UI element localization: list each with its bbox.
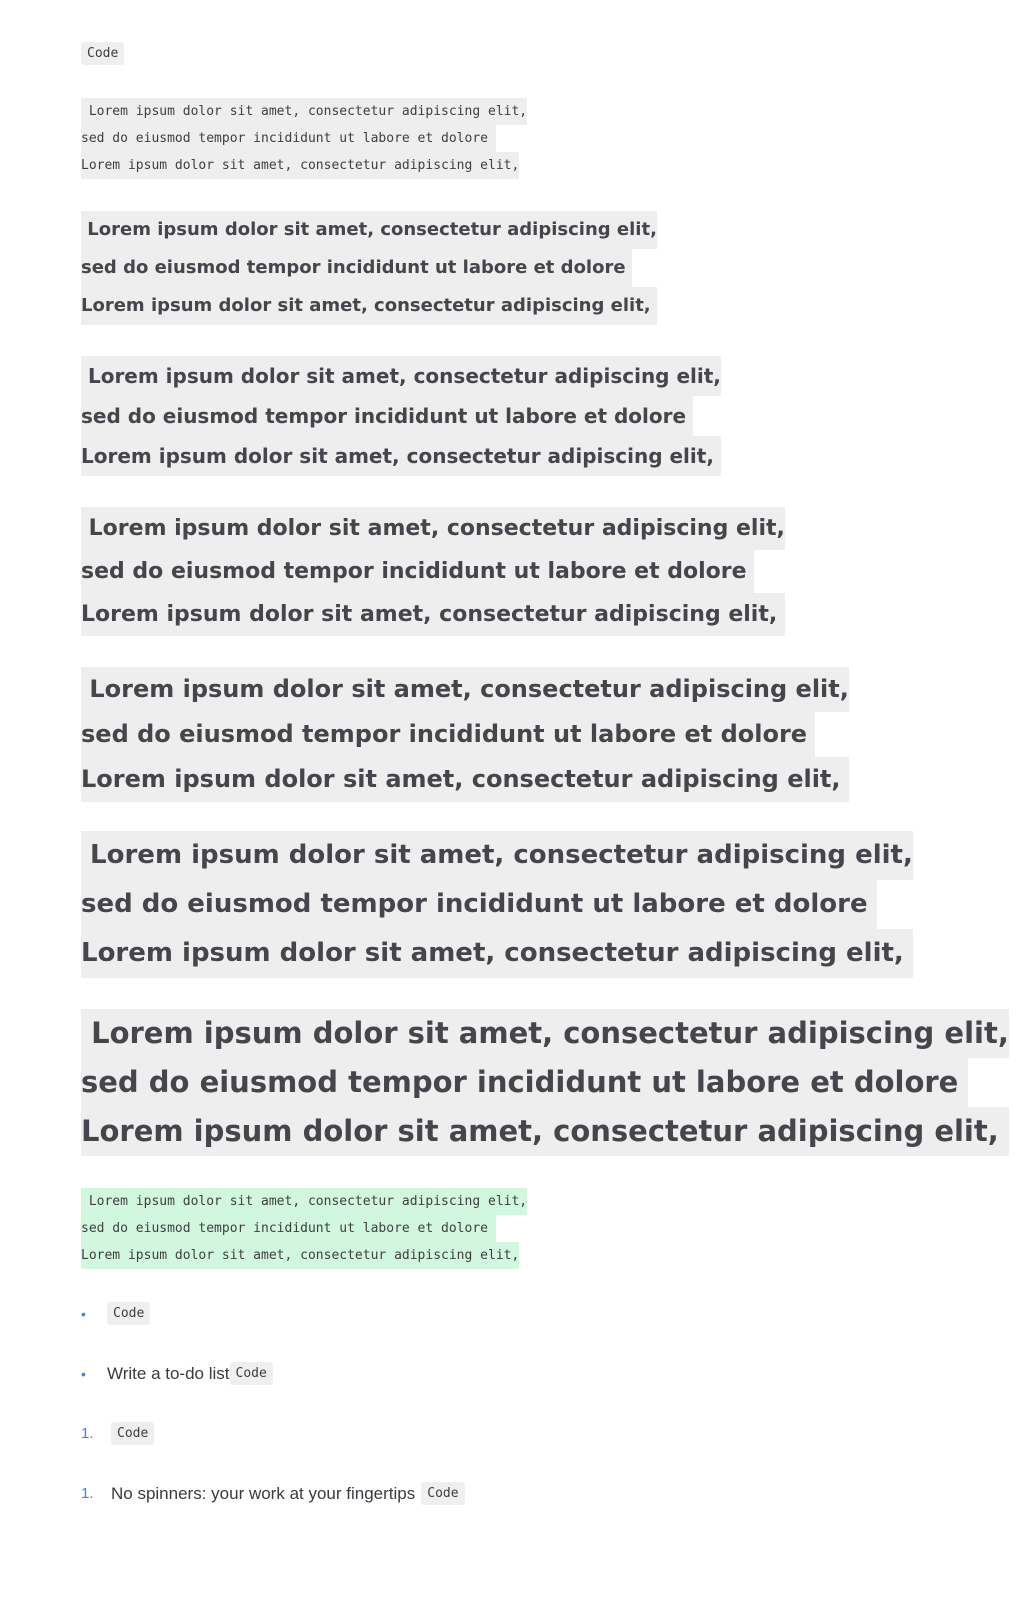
text-line: sed do eiusmod tempor incididunt ut labore et dolore [81, 880, 877, 929]
numbered-list-item [81, 1482, 465, 1505]
highlighted-text-block [81, 211, 657, 325]
text-line: sed do eiusmod tempor incididunt ut labore et dolore [81, 396, 693, 436]
highlighted-text-block [81, 1009, 1009, 1156]
code-line: Lorem ipsum dolor sit amet, consectetur adipiscing elit, [81, 152, 519, 179]
code-line: Lorem ipsum dolor sit amet, consectetur adipiscing elit, [81, 1188, 527, 1215]
text-line: Lorem ipsum dolor sit amet, consectetur adipiscing elit, [81, 593, 785, 636]
highlighted-text-block [81, 831, 913, 978]
code-block [81, 98, 527, 179]
highlighted-text-block [81, 507, 785, 636]
text-line: Lorem ipsum dolor sit amet, consectetur adipiscing elit, [81, 1107, 1009, 1156]
text-line: Lorem ipsum dolor sit amet, consectetur adipiscing elit, [81, 1009, 1009, 1058]
code-line: sed do eiusmod tempor incididunt ut labore et dolore [81, 125, 496, 152]
number-marker: 1. [81, 1485, 94, 1502]
list-item-text: No spinners: your work at your fingertips [111, 1483, 416, 1503]
text-line: Lorem ipsum dolor sit amet, consectetur adipiscing elit, [81, 929, 913, 978]
inline-code: Code [107, 1302, 150, 1325]
text-line: Lorem ipsum dolor sit amet, consectetur adipiscing elit, [81, 667, 849, 712]
text-line: Lorem ipsum dolor sit amet, consectetur adipiscing elit, [81, 507, 785, 550]
inline-code: Code [421, 1482, 464, 1505]
text-line: Lorem ipsum dolor sit amet, consectetur adipiscing elit, [81, 436, 721, 476]
inline-code: Code [230, 1362, 273, 1385]
text-line: Lorem ipsum dolor sit amet, consectetur adipiscing elit, [81, 356, 721, 396]
highlighted-text-block [81, 667, 849, 802]
list-item-text: Write a to-do list [107, 1363, 230, 1383]
numbered-list-item [81, 1422, 154, 1445]
code-line: Lorem ipsum dolor sit amet, consectetur adipiscing elit, [81, 98, 527, 125]
text-line: Lorem ipsum dolor sit amet, consectetur adipiscing elit, [81, 831, 913, 880]
inline-code: Code [81, 42, 124, 65]
text-line: sed do eiusmod tempor incididunt ut labore et dolore [81, 550, 754, 593]
inline-code: Code [111, 1422, 154, 1445]
green-code-block [81, 1188, 527, 1269]
bullet-marker: • [81, 1365, 86, 1382]
bullet-marker: • [81, 1305, 86, 1322]
bullet-list-item [81, 1362, 273, 1385]
text-line: sed do eiusmod tempor incididunt ut labore et dolore [81, 712, 815, 757]
code-line: Lorem ipsum dolor sit amet, consectetur adipiscing elit, [81, 1242, 519, 1269]
code-line: sed do eiusmod tempor incididunt ut labore et dolore [81, 1215, 496, 1242]
text-line: sed do eiusmod tempor incididunt ut labore et dolore [81, 1058, 968, 1107]
text-line: Lorem ipsum dolor sit amet, consectetur adipiscing elit, [81, 211, 657, 249]
text-line: sed do eiusmod tempor incididunt ut labore et dolore [81, 249, 632, 287]
bullet-list-item [81, 1302, 150, 1325]
number-marker: 1. [81, 1425, 94, 1442]
text-line: Lorem ipsum dolor sit amet, consectetur adipiscing elit, [81, 287, 657, 325]
highlighted-text-block [81, 356, 721, 476]
text-line: Lorem ipsum dolor sit amet, consectetur adipiscing elit, [81, 757, 849, 802]
